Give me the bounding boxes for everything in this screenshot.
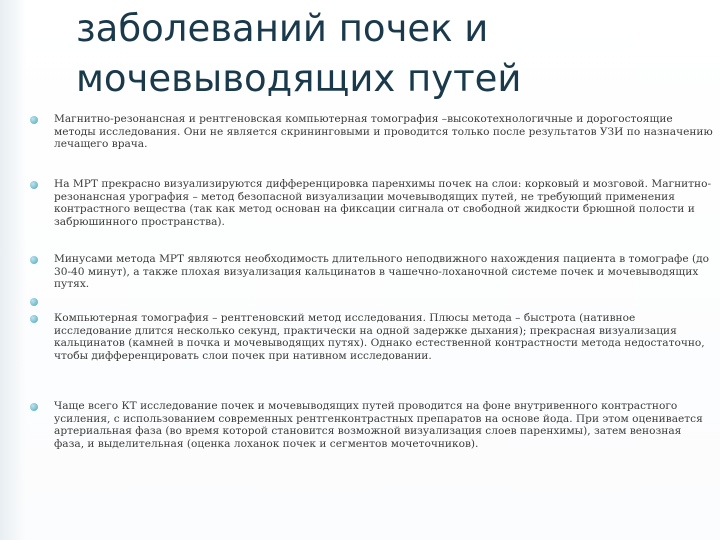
bullet-dot-icon [30, 403, 38, 411]
slide-title [76, 4, 696, 104]
bullet-dot-icon [30, 256, 38, 264]
bullet-text: Чаще всего КТ исследование почек и мочевыводящих путей проводится на фоне внутривенного контрастного усиления, с использованием современных рентгенконтрастных препаратов на основе йода. При этом оценивается артериальная фаза (во время которой становится возможной визуализация слоев паренхимы), затем венозная фаза, и выделительная (оценка лоханок почек и сегментов мочеточников). [54, 400, 703, 450]
bullet-dot-icon [30, 181, 38, 189]
bullet-text: Компьютерная томография – рентгеновский метод исследования. Плюсы метода – быстрота (нативное исследование длится несколько секунд, практически на одной задержке дыхания); прекрасная визуализация кальцинатов (камней в почка и мочевыводящих путях). Однако естественной контрастности метода недостаточно, чтобы дифференцировать слои почек при нативном исследовании. [54, 312, 705, 362]
bullet-text: Магнитно-резонансная и рентгеновская компьютерная томография –высокотехнологичные и дорогостоящие методы исследования. Они не является скрининговыми и проводится только после результатов УЗИ по назначению лечащего врача. [54, 113, 713, 150]
slide-title-line-2: мочевыводящих путей [76, 57, 522, 100]
bullet-dot-icon [30, 298, 38, 306]
bullet-dot-icon [30, 116, 38, 124]
bullet-text: Минусами метода МРТ являются необходимость длительного неподвижного нахождения пациента в томографе (до 30-40 минут), а также плохая визуализация кальцинатов в чашечно-лоханочной системе почек и мочевыводящих путях. [54, 253, 710, 290]
bullet-dot-icon [30, 315, 38, 323]
slide-title-line-1: заболеваний почек и [76, 7, 489, 50]
decorative-side-band [0, 0, 26, 540]
bullet-text: На МРТ прекрасно визуализируются дифференцировка паренхимы почек на слои: корковый и мозговой. Магнитно-резонансная урография – метод безопасной визуализации мочевыводящих путей, не требующий применения контрастного вещества (так как метод основан на фиксации сигнала от свободной жидкости брюшной полости и забрюшинного пространства). [54, 178, 712, 228]
